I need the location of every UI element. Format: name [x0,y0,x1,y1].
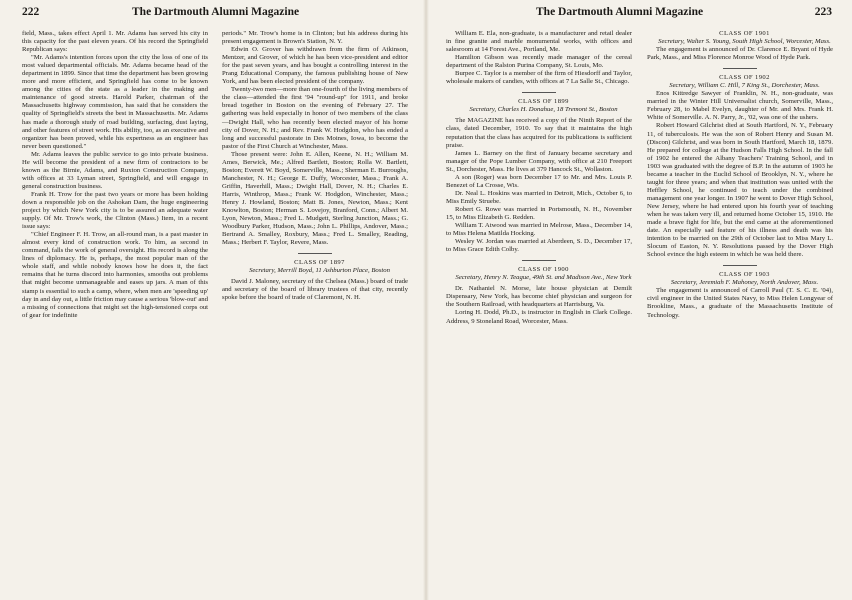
class-secretary-1897: Secretary, Merrill Boyd, 11 Ashburton Place, Boston [249,267,390,275]
paragraph: periods." Mr. Trow's home is in Clinton; but his address during his present engagement is Brown's Station, N. Y. [222,30,408,46]
class-heading-1897: CLASS OF 1897 [294,259,345,267]
paragraph: Robert Howard Gilchrist died at South Hartford, N. Y., February 11, of tuberculosis. He was the son of Robert Henry and Susan M. (Discon) Gilchrist, and was born in South Hartford, March 18, 1879. He prepared for college at the Hudson Falls High School. In the fall of 1902 he entered the Albany Teachers' Training School, and in 1903 was graduated with the degree of B.P. In the autumn of 1903 he became a teacher in the Euclid School of Brooklyn, N. Y., where he taught for three years; and when that institution was united with the Heffley School, he continued to teach under the combined management one year longer. In 1907 he went to Dover High School, New Jersey, where he had entered upon his fourth year of teaching when he was taken very ill, and returned home October 15, 1910. He made a brave fight for life, but the end came at the aforementioned date. An especially sad feature of his illness and death was his intention to be married on the 29th of October last to Miss Mary L. Slocum of Easton, N. Y. Resolutions passed by the Dover High School evince the high esteem in which he was held there. [647,122,833,259]
right-page-header [446,6,832,24]
column-1 [22,30,208,320]
paragraph: Loring H. Dodd, Ph.D., is instructor in English in Clark College. Address, 9 Stoneland Road, Worcester, Mass. [446,309,632,325]
paragraph: Robert G. Rowe was married in Portsmouth, N. H., November 15, to Miss Elizabeth G. Redden. [446,205,632,221]
paragraph: Those present were: John E. Allen, Keene, N. H.; William M. Ames, Berwick, Me.; Alfred Bartlett, Boston; Rolla W. Bartlett, Boston; Everett W. Boyd, Somerville, Mass.; Sherman E. Burroughs, Manchester, N. H.; George E. Duffy, Worcester, Mass.; Frank A. Griffin, Haverhill, Mass.; Dwight Hall, Dover, N. H.; Charles E. Harris, Winthrop, Mass.; Frank W. Hodgdon, Winchester, Mass.; Henry J. Howland, Boston; Matt B. Jones, Newton, Mass.; Kent Knowlton, Boston; Herman S. Lovejoy, Branford, Conn.; Albert M. Lyon, Newton, Mass.; Fred L. Mudgett, Sterling Junction, Mass.; G. Woodbury Parker, Hudson, Mass.; John L. Phillips, Andover, Mass.; Bertrand A. Smalley, Roxbury, Mass.; Fred L. Smalley, Reading, Mass.; Herbert F. Taylor, Revere, Mass. [222,150,408,247]
class-heading-1900: CLASS OF 1900 [518,266,569,274]
paragraph: Burpee C. Taylor is a member of the firm of Hiesdorff and Taylor, wholesale makers of candies, with offices at 7 La Salle St., Chicago. [446,70,632,86]
class-secretary-1900: Secretary, Henry N. Teague, 49th St. and Madison Ave., New York [455,274,632,282]
left-page-header [22,6,408,24]
right-page-number: 223 [814,6,832,18]
paragraph: Hamilton Gibson was recently made manager of the cereal department of the Ralston Purina Company, St. Louis, Mo. [446,54,632,70]
right-page [426,0,852,600]
paragraph: Edwin O. Grover has withdrawn from the firm of Atkinson, Mentzer, and Grover, of which he has been vice-president and editor for the past seven years, and has bought a controlling interest in the Prang Educational Company, the famous publishing house of New York, and has been elected president of the company. [222,46,408,86]
paragraph: field, Mass., takes effect April 1. Mr. Adams has served his city in this capacity for the past eleven years. Of his record the Springfield Republican says: [22,30,208,54]
class-secretary-1903: Secretary, Jeremiah F. Mahoney, North Andover, Mass. [670,279,819,287]
column-2 [222,30,408,303]
paragraph: "Mr. Adams's intention forces upon the city the loss of one of its most valued departmental officials. Mr. Adams became head of the department in 1899. Since that time the department has been growing more and more efficient, and Springfield has come to be known among the cities of the state as a leader in the making and maintenance of good streets. Harold Parker, chairman of the Massachusetts highway commission, has said that he considers the quality of Springfield's streets the best in Massachusetts. Mr. Adams has made a thorough study of road building, surfacing, dust laying, and other features of street work. His ability, too, as an executive and organizer has been proved, while his expertness as an engineer has never been questioned." [22,54,208,150]
paragraph: Enos Kittredge Sawyer of Franklin, N. H., non-graduate, was married in the Winter Hill Universalist church, Somerville, Mass., February 28, to Mabel Evelyn, daughter of Mr. and Mrs. Frank H. White of Somerville. A. N. Parry, Jr., '02, was one of the ushers. [647,90,833,122]
paragraph: Mr. Adams leaves the public service to go into private business. He will become the president of a new firm of contractors to be known as the Birnie, Adams, and Ruxton Construction Company, with offices at 33 Lyman street, Springfield, and will engage in general construction business. [22,150,208,190]
class-heading-1899: CLASS OF 1899 [518,98,569,106]
paragraph: Dr. Neal L. Hoskins was married in Detroit, Mich., October 6, to Miss Emily Struebe. [446,189,632,205]
section-divider [298,253,332,254]
class-secretary-1902: Secretary, William C. Hill, 7 King St., Dorchester, Mass. [669,82,820,90]
paragraph: The engagement is announced of Dr. Clarence E. Bryant of Hyde Park, Mass., and Miss Florence Monroe Wood of Hyde Park. [647,46,833,62]
class-secretary-1901: Secretary, Walter S. Young, South High School, Worcester, Mass. [658,38,831,46]
paragraph: William T. Atwood was married in Melrose, Mass., December 14, to Miss Helena Matilda Hocking. [446,222,632,238]
section-divider [723,68,757,69]
left-running-title: The Dartmouth Alumni Magazine [132,6,300,18]
paragraph: David J. Maloney, secretary of the Chelsea (Mass.) board of trade and secretary of the board of library trustees of that city, recently spoke before the board of trade of Claremont, N. H. [222,278,408,302]
class-heading-1901: CLASS OF 1901 [719,30,770,37]
paragraph: Frank H. Trow for the past two years or more has been holding down a responsible job on the Ashokan Dam, the huge engineering project by which New York city is to be assured an adequate water supply. Of Mr. Trow's work, the Clinton (Mass.) Item, in a recent issue says: [22,190,208,231]
paragraph: William E. Ela, non-graduate, is a manufacturer and retail dealer in fine granite and marble monumental works, with offices and salesroom at 14 Forest Ave., Portland, Me. [446,30,632,54]
column-4 [647,30,833,320]
paragraph: James L. Barney on the first of January became secretary and manager of the Pope Lumber Company, with office at 210 Freeport St., Dorchester, Mass. He lives at 379 Hancock St., Wollaston. [446,149,632,173]
paragraph: A son (Roger) was born December 17 to Mr. and Mrs. Louis P. Benezet of La Crosse, Wis. [446,173,632,189]
class-heading-1902: CLASS OF 1902 [719,74,770,82]
left-page-number: 222 [22,6,40,18]
paragraph: Wesley W. Jordan was married at Aberdeen, S. D., December 17, to Miss Grace Edith Colby. [446,238,632,254]
section-divider [522,260,556,261]
paragraph: "Chief Engineer F. H. Trow, an all-round man, is a past master in almost every kind of construction work. To him, as second in command, falls the work of general oversight. His record is along the lines of diplomacy. He is, perhaps, the most popular man of the whole staff, and while nobody knows how he does it, the fact remains that he turns discord into harmonies, smooths out problems that might become unmanageable and eases up jars. A man of this stamp is essential to such a camp, where, when men are 'speeding up' day in and day out, a little friction may cause a serious 'blow-out' and a missing of connections that might set the high-tensioned corps out of gear for indefinite [22,231,208,319]
paragraph: The MAGAZINE has received a copy of the Ninth Report of the class, dated December, 1910. To say that it maintains the high reputation that the class has acquired for its publications is sufficient praise. [446,117,632,149]
paragraph: Dr. Nathaniel N. Morse, late house physician at Demilt Dispensary, New York, has become chief physician and surgeon for the Southern Railroad, with headquarters at Harrisburg, Va. [446,285,632,309]
class-secretary-1899: Secretary, Charles H. Donahue, 18 Tremont St., Boston [469,106,618,114]
right-running-title: The Dartmouth Alumni Magazine [536,6,704,18]
section-divider [522,92,556,93]
paragraph: Twenty-two men—more than one-fourth of the living members of the class—attended the first '94 "round-up" for 1911, and broke bread together in Boston on the evening of February 27. The gathering was held especially in honor of two members of the class—Dwight Hall, who has recently been elected mayor of his home city of Dover, N. H.; and Rev. Frank W. Hodgdon, who has ended a long and successful pastorate in Des Moines, Iowa, to become the pastor of the First Church at Winchester, Mass. [222,86,408,150]
section-divider [723,265,757,266]
class-heading-1903: CLASS OF 1903 [719,271,770,279]
paragraph: The engagement is announced of Carroll Paul (T. S. C. E. '04), civil engineer in the United States Navy, to Miss Helen Longyear of Brookline, Mass., a graduate of the Massachusetts Institute of Technology. [647,287,833,319]
column-3 [446,30,632,326]
